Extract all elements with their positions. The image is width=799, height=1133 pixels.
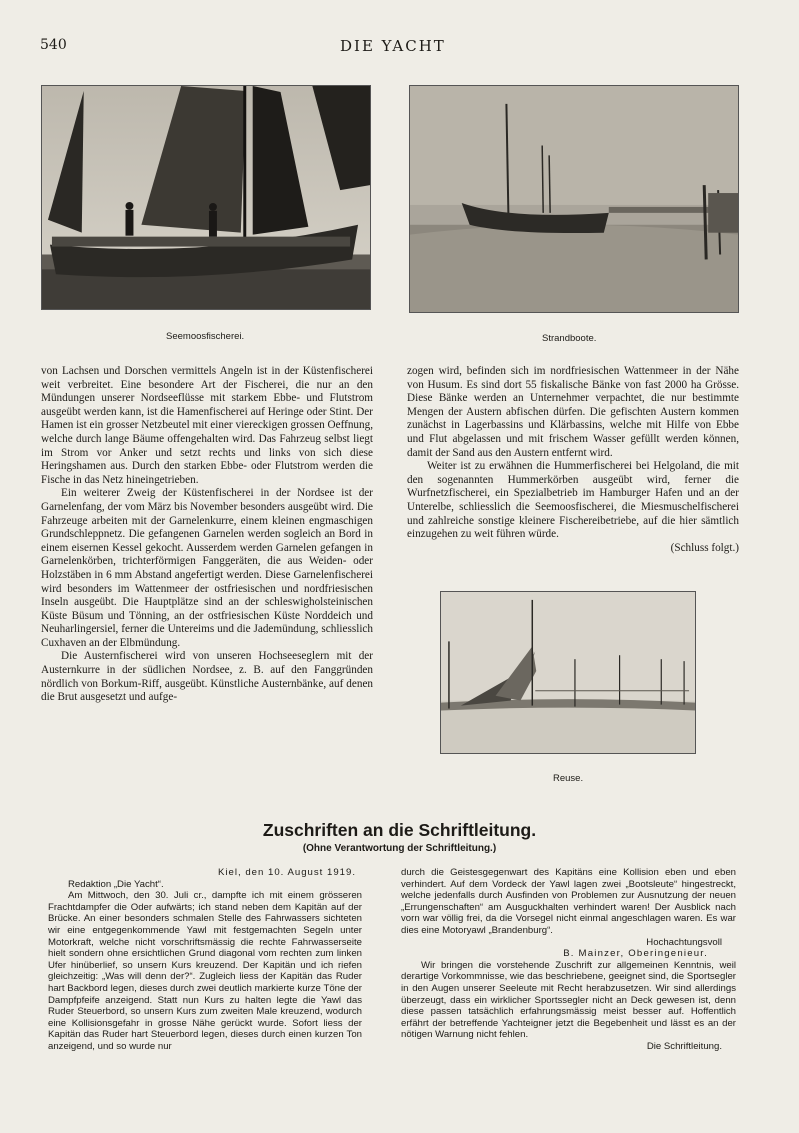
journal-title: DIE YACHT (340, 37, 446, 55)
photo-seemoosfischerei (41, 85, 371, 310)
editor-signature: Die Schriftleitung. (646, 1040, 722, 1052)
photo-reuse (440, 591, 696, 754)
article-paragraph: zogen wird, befinden sich im nordfriesischen Wattenmeer in der Nähe von Husum. Es sind dort 55 fiskalische Bänke von fast 2000 ha Grösse. Diese Bänke werden an Unternehmer verpachtet, die nur bestimmte Mengen der Austern abfischen dürfen. Die gefischten Austern kommen zunächst in Lagerbassins und Klärbassins, welche mit Hilfe von Ebbe und Flut abgelassen und mit frischem Wasser gefüllt werden können, damit der Sand aus den Austern entfernt wird. (407, 365, 739, 459)
letter-right-column (401, 867, 736, 1087)
editor-note: Wir bringen die vorstehende Zuschrift zur allgemeinen Kenntnis, weil derartige Vorkommnisse, wie das beschriebene, geeignet sind, die Sportsegler in den Augen unserer Seeleute mit Recht herabzusetzen. Wir sind allerdings überzeugt, dass ein wirklicher Sportssegler nicht an Deck gewesen ist, denn diese passen tatsächlich erfahrungsmässig meist besser auf. Hoffentlich erfährt der betreffende Yachteigner jetzt die Begebenheit und lässt es an der nötigen Warnung nicht fehlen. (401, 959, 736, 1041)
page-number: 540 (40, 37, 67, 53)
article-paragraph: von Lachsen und Dorschen vermittels Angeln ist in der Küstenfischerei weit verbreitet. Eine besondere Art der Fischerei, die nur an den Mündungen unserer Nordseeflüsse mit starkem Ebbe- und Flutstrom ausgeübt werden kann, ist die Hamenfischerei auf Heringe oder Stint. Der Hamen ist ein grosser Netzbeutel mit einer viereckigen grossen Oeffnung, welche durch lange Bäume offengehalten wird. Das Fahrzeug selbst liegt im Strom vor Anker und setzt rechts und links von sich diese Heringshamen aus. Durch den starken Ebbe- oder Flutstrom werden die Fische in das Netz hineingetrieben. (41, 365, 373, 486)
section-subtitle: (Ohne Verantwortung der Schriftleitung.) (302, 843, 497, 854)
photo-strandboote (409, 85, 739, 313)
letter-closing: Hochachtungsvoll (646, 936, 722, 948)
article-paragraph: Ein weiterer Zweig der Küstenfischerei in der Nordsee ist der Garnelenfang, der vom März bis November besonders ausgeübt wird. Die Fahrzeuge arbeiten mit der Garnelenkurre, einem kleinen engmaschigen Grundschleppnetz. Die gefangenen Garnelen werden sogleich an Bord in einem eisernen Kessel gekocht. Ausserdem werden Garnelen gefangen in Garnelenkörben, trichterförmigen Fanggeräten, die aus Weiden- oder Holzstäben in 6 mm Abstand angefertigt werden. Diese Garnelenfischerei wird besonders im Wattenmeer der ostfriesischen und nordfriesischen Inseln ausgeübt. Die Hauptplätze sind an der schleswigholsteinischen Küste Büsum und Tönning, an der ostfriesischen Küste Norddeich und Neuharlingersiel, ferner die Untereims und die Jademündung, schliesslich Cuxhaven an der Elbmündung. (41, 487, 373, 649)
article-paragraph: Die Austernfischerei wird von unseren Hochseeseglern mit der Austernkurre in der südlichen Nordsee, z. B. auf den Fanggründen nördlich von Borkum-Riff, ausgeübt. Künstliche Austernbänke, auf denen die Brut ausgesetzt und aufge- (41, 650, 373, 704)
letter-signature: B. Mainzer, Oberingenieur. (563, 948, 708, 960)
letter-body: Am Mittwoch, den 30. Juli cr., dampfte ich mit einem grösseren Frachtdampfer die Oder aufwärts; ich stand neben dem Kapitän auf der Brücke. An einer besonders schmalen Stelle des Fahrwassers sichteten wir eine entgegenkommende Yawl mit festgemachten Segeln unter Motorkraft, welche nicht vorschriftsmässig die rechte Fahrwasserseite hielt sondern ohne ersichtlichen Grund diagonal vom rechten zum linken Ufer hinüberlief, so unsern Kurs kreuzend. Der Kapitän und ich riefen gleichzeitig: „Was will denn der?“. Zugleich liess der Kapitän das Ruder hart Backbord legen, dieses durch zwei deutlich markierte kurze Töne der Dampfpfeife anzeigend. Statt nun Kurs zu halten legte die Yawl das Ruder Steuerbord, so unsern Kurs zum zweiten Male kreuzend, wodurch eine Kollisionsgefahr in grosse Nähe gerückt wurde. Sofort liess der Kapitän das Ruder hart Steuerbord legen, dieses durch einen kurzen Ton anzeigend, und so wurde nur (48, 890, 362, 1052)
continued-note: (Schluss folgt.) (670, 541, 739, 554)
article-right-column (407, 365, 739, 585)
caption-reuse: Reuse. (553, 773, 584, 784)
letter-body: durch die Geistesgegenwart des Kapitäns eine Kollision eben und eben verhindert. Auf dem Vordeck der Yawl lagen zwei „Bootsleute“ hingestreckt, welche jedenfalls durch Ausfinden von Problemen zur Ausnutzung der neuen „Errungenschaften“ am Ausguckhalten verhindert waren! Der Ausblick nach vorn war völlig frei, da die Vorsegel nicht einmal angeschlagen waren. Es war dies eine Motoryawl „Brandenburg“. (401, 867, 736, 936)
caption-strandboote: Strandboote. (542, 333, 597, 344)
section-title: Zuschriften an die Schriftleitung. (262, 820, 537, 840)
letter-left-column (48, 867, 362, 1087)
letter-salutation: Redaktion „Die Yacht“. (68, 878, 164, 890)
caption-seemoosfischerei: Seemoosfischerei. (166, 331, 245, 342)
article-left-column (41, 365, 373, 785)
letter-place-date: Kiel, den 10. August 1919. (217, 867, 356, 878)
article-paragraph: Weiter ist zu erwähnen die Hummerfischerei bei Helgoland, die mit den sogenannten Hummerkörben ausgeübt wird, ferner die Wurfnetzfischerei, ein Spezialbetrieb im Hamburger Hafen und an der Unterelbe, schliesslich die Seemoosfischerei, die Miesmuschelfischerei und zahlreiche sonstige kleinere Fischereibetriebe, auf die hier sämtlich einzugehen zu weit führen würde. (407, 460, 739, 541)
